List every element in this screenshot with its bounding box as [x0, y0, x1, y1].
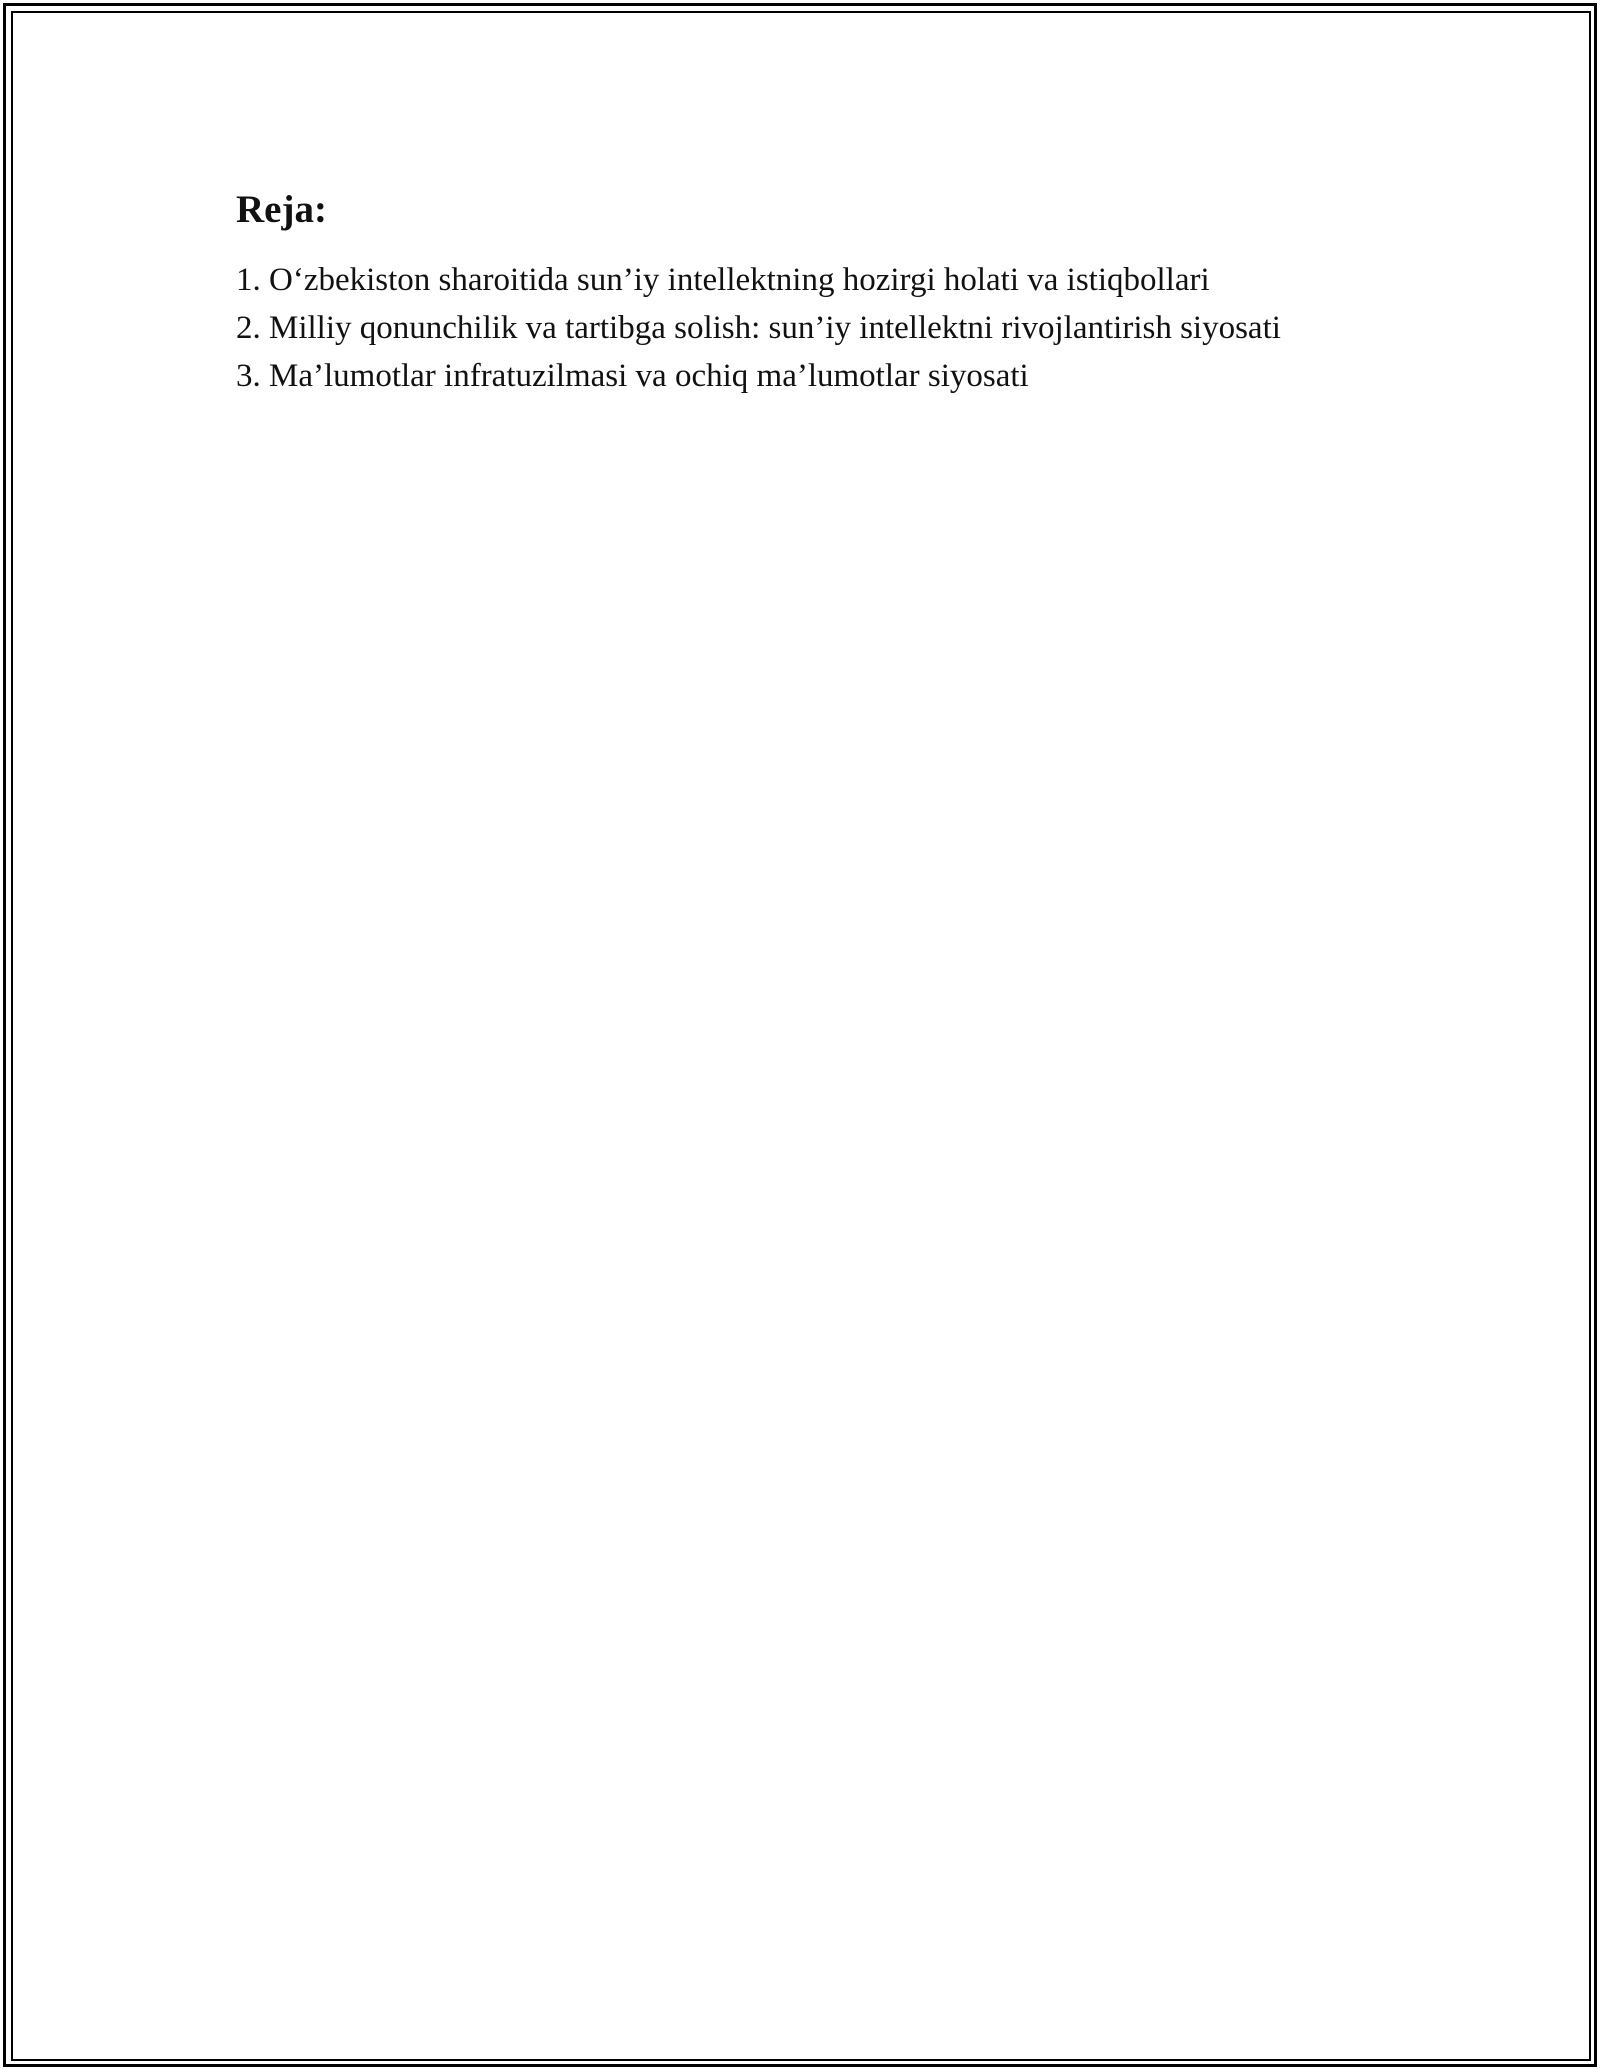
plan-list — [236, 256, 1376, 400]
plan-item-3: 3. Ma’lumotlar infratuzilmasi va ochiq ma’lumotlar siyosati — [236, 358, 1029, 394]
document-body — [236, 186, 1376, 400]
plan-heading: Reja: — [236, 188, 327, 231]
plan-item-2: 2. Milliy qonunchilik va tartibga solish: sun’iy intellektni rivojlantirish siyosati — [236, 310, 1281, 346]
plan-item-1: 1. O‘zbekiston sharoitida sun’iy intellektning hozirgi holati va istiqbollari — [236, 262, 1210, 298]
